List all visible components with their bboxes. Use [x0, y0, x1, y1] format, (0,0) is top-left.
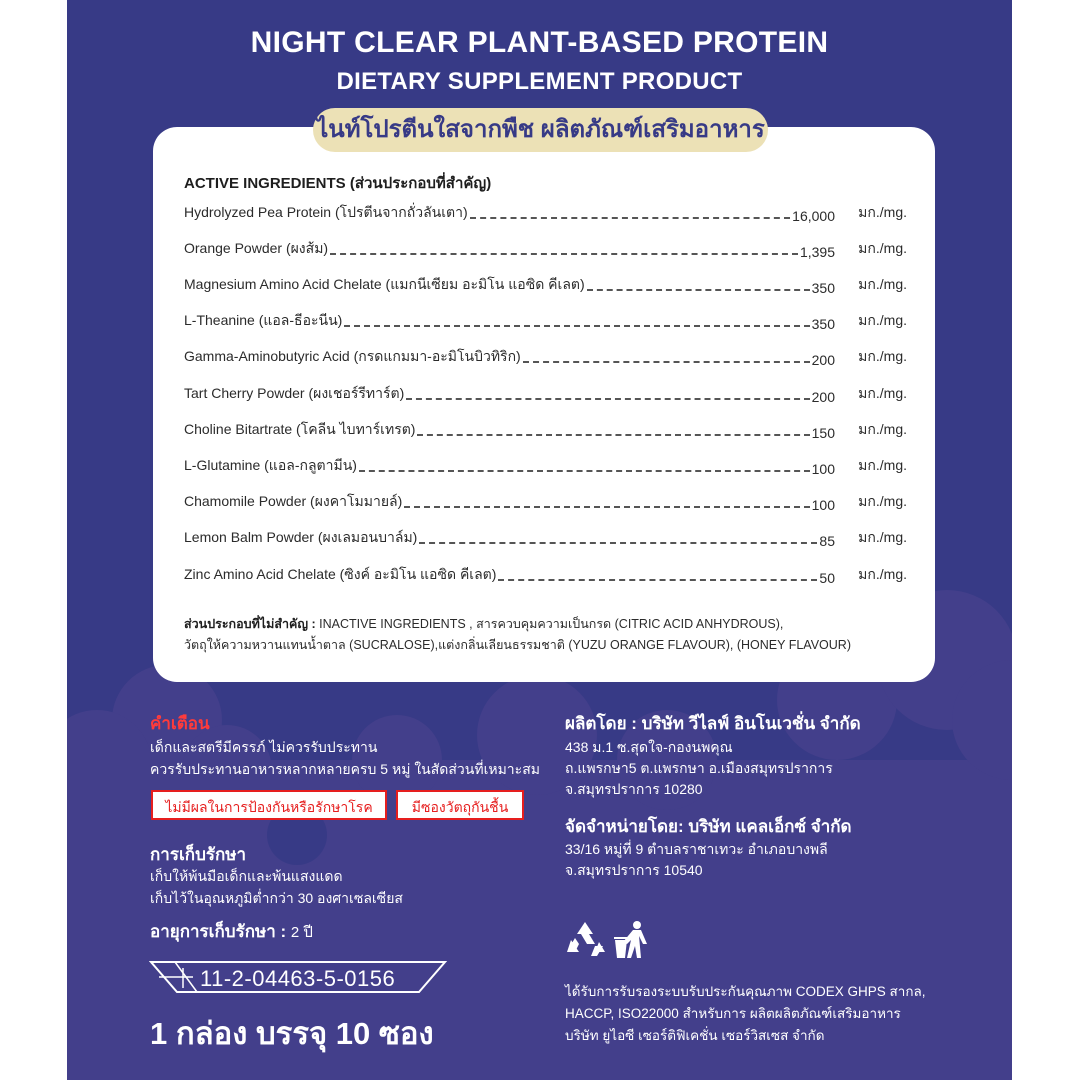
leader-dashes — [419, 542, 817, 544]
ingredient-row — [184, 493, 907, 513]
leader-dashes — [587, 289, 810, 291]
ingredient-row — [184, 276, 907, 296]
ingredient-amount: 100 — [811, 461, 835, 477]
ingredient-amount: 1,395 — [799, 244, 835, 260]
ingredient-name: Orange Powder (ผงส้ม) — [184, 240, 329, 256]
distributor-line-1: 33/16 หมู่ที่ 9 ตำบลราชาเทวะ อำเภอบางพลี — [565, 841, 828, 857]
leader-dashes — [344, 325, 809, 327]
shelf-life-label: อายุการเก็บรักษา : — [150, 922, 287, 941]
product-label-panel — [67, 0, 1012, 1080]
storage-title: การเก็บรักษา — [150, 845, 247, 864]
ingredient-name: Lemon Balm Powder (ผงเลมอนบาล์ม) — [184, 529, 418, 545]
leader-dashes — [330, 253, 798, 255]
fda-registration-number: 11-2-04463-5-0156 — [200, 966, 396, 991]
disposal-icons — [565, 918, 655, 967]
ingredient-name: Gamma-Aminobutyric Acid (กรดแกมมา-อะมิโนบิวทิริก) — [184, 348, 521, 364]
ingredient-name: Chamomile Powder (ผงคาโมมายล์) — [184, 493, 403, 509]
recycle-and-trash-icons — [565, 918, 655, 962]
ingredient-row — [184, 204, 907, 224]
package-size: 1 กล่อง บรรจุ 10 ซอง — [150, 1016, 434, 1051]
shelf-life-value: 2 ปี — [290, 924, 313, 941]
ingredient-unit: มก./mg. — [858, 566, 907, 582]
ingredient-row — [184, 566, 907, 586]
ingredient-unit: มก./mg. — [858, 493, 907, 509]
ingredient-amount: 16,000 — [792, 208, 835, 224]
warning-line-1: เด็กและสตรีมีครรภ์ ไม่ควรรับประทาน — [150, 739, 378, 755]
recycle-icon — [567, 922, 605, 956]
inactive-line-1: INACTIVE INGREDIENTS , สารควบคุมความเป็นกรด (CITRIC ACID ANHYDROUS), — [319, 617, 784, 631]
leader-dashes — [359, 470, 810, 472]
certification-text — [565, 981, 965, 1047]
inactive-line-2: วัตถุให้ความหวานแทนน้ำตาล (SUCRALOSE),แต่งกลิ่นเลียนธรรมชาติ (YUZU ORANGE FLAVOUR), (HONEY FLAVOUR) — [184, 638, 851, 652]
ingredient-amount: 200 — [811, 352, 835, 368]
ingredient-amount: 350 — [811, 316, 835, 332]
leader-dashes — [404, 506, 809, 508]
ingredient-unit: มก./mg. — [858, 385, 907, 401]
ingredient-name: Choline Bitartrate (โคลีน ไบทาร์เทรต) — [184, 421, 416, 437]
ingredient-row — [184, 421, 907, 441]
leader-dashes — [523, 361, 810, 363]
distributor-title: จัดจำหน่ายโดย: บริษัท แคลเอ็กซ์ จำกัด — [565, 817, 852, 836]
desiccant-badge: มีซองวัตถุกันชื้น — [396, 790, 524, 820]
ingredient-name: L-Glutamine (แอล-กลูตามีน) — [184, 457, 357, 473]
certification-line-1: ได้รับการรับรองระบบรับประกันคุณภาพ CODEX GHPS สากล, — [565, 984, 926, 999]
ingredient-amount: 150 — [811, 425, 835, 441]
certification-line-3: บริษัท ยูไอซี เซอร์ติฟิเคชั่น เซอร์วิสเซส จำกัด — [565, 1028, 825, 1043]
ingredient-amount: 85 — [819, 533, 835, 549]
ingredient-row — [184, 385, 907, 405]
certification-line-2: HACCP, ISO22000 สำหรับการ ผลิตผลิตภัณฑ์เสริมอาหาร — [565, 1006, 901, 1021]
ingredient-unit: มก./mg. — [858, 421, 907, 437]
ingredient-row — [184, 457, 907, 477]
ingredient-name: L-Theanine (แอล-ธีอะนีน) — [184, 312, 343, 328]
ingredient-amount: 200 — [811, 389, 835, 405]
manufacturer-title: ผลิตโดย : บริษัท วีไลฟ์ อินโนเวชั่น จำกัด — [565, 714, 861, 733]
trash-bin-icon — [614, 921, 647, 958]
manufacturer-line-2: ถ.แพรกษา5 ต.แพรกษา อ.เมืองสมุทรปราการ — [565, 760, 833, 776]
warning-line-2: ควรรับประทานอาหารหลากหลายครบ 5 หมู่ ในสัดส่วนที่เหมาะสม — [150, 761, 540, 777]
distributor-line-2: จ.สมุทรปราการ 10540 — [565, 862, 703, 878]
ingredient-unit: มก./mg. — [858, 240, 907, 256]
ingredient-name: Magnesium Amino Acid Chelate (แมกนีเซียม อะมิโน แอซิด คีเลต) — [184, 276, 585, 292]
ingredient-unit: มก./mg. — [858, 348, 907, 364]
storage-line-1: เก็บให้พ้นมือเด็กและพ้นแสงแดด — [150, 868, 343, 884]
ingredient-name: Hydrolyzed Pea Protein (โปรตีนจากถั่วลันเตา) — [184, 204, 468, 220]
storage-line-2: เก็บไว้ในอุณหภูมิต่ำกว่า 30 องศาเซลเซียส — [150, 890, 403, 906]
thai-title-pill: ไนท์โปรตีนใสจากพืช ผลิตภัณฑ์เสริมอาหาร — [313, 108, 768, 152]
ingredient-unit: มก./mg. — [858, 276, 907, 292]
ingredient-amount: 50 — [819, 570, 835, 586]
shelf-life — [150, 918, 313, 945]
ingredient-row — [184, 529, 907, 549]
inactive-label: ส่วนประกอบที่ไม่สำคัญ : — [184, 617, 316, 631]
leader-dashes — [498, 579, 817, 581]
ingredient-row — [184, 240, 907, 260]
ingredient-unit: มก./mg. — [858, 204, 907, 220]
manufacturer-line-3: จ.สมุทรปราการ 10280 — [565, 781, 703, 797]
ingredient-unit: มก./mg. — [858, 529, 907, 545]
ingredients-card — [153, 127, 935, 682]
leader-dashes — [406, 398, 809, 400]
inactive-ingredients — [184, 614, 884, 656]
ingredient-unit: มก./mg. — [858, 312, 907, 328]
active-ingredients-heading: ACTIVE INGREDIENTS (ส่วนประกอบที่สำคัญ) — [184, 175, 492, 192]
ingredient-name: Tart Cherry Powder (ผงเชอร์รีทาร์ต) — [184, 385, 405, 401]
leader-dashes — [417, 434, 809, 436]
warning-title: คำเตือน — [150, 714, 210, 733]
ingredient-amount: 350 — [811, 280, 835, 296]
no-cure-badge: ไม่มีผลในการป้องกันหรือรักษาโรค — [151, 790, 387, 820]
manufacturer-line-1: 438 ม.1 ซ.สุดใจ-กองนพคุณ — [565, 739, 733, 755]
ingredient-unit: มก./mg. — [858, 457, 907, 473]
ingredient-amount: 100 — [811, 497, 835, 513]
ingredient-name: Zinc Amino Acid Chelate (ซิงค์ อะมิโน แอซิด คีเลต) — [184, 566, 497, 582]
product-title: NIGHT CLEAR PLANT-BASED PROTEIN — [250, 26, 829, 59]
leader-dashes — [470, 217, 791, 219]
product-subtitle: DIETARY SUPPLEMENT PRODUCT — [336, 68, 743, 95]
ingredient-row — [184, 348, 907, 368]
ingredient-row — [184, 312, 907, 332]
